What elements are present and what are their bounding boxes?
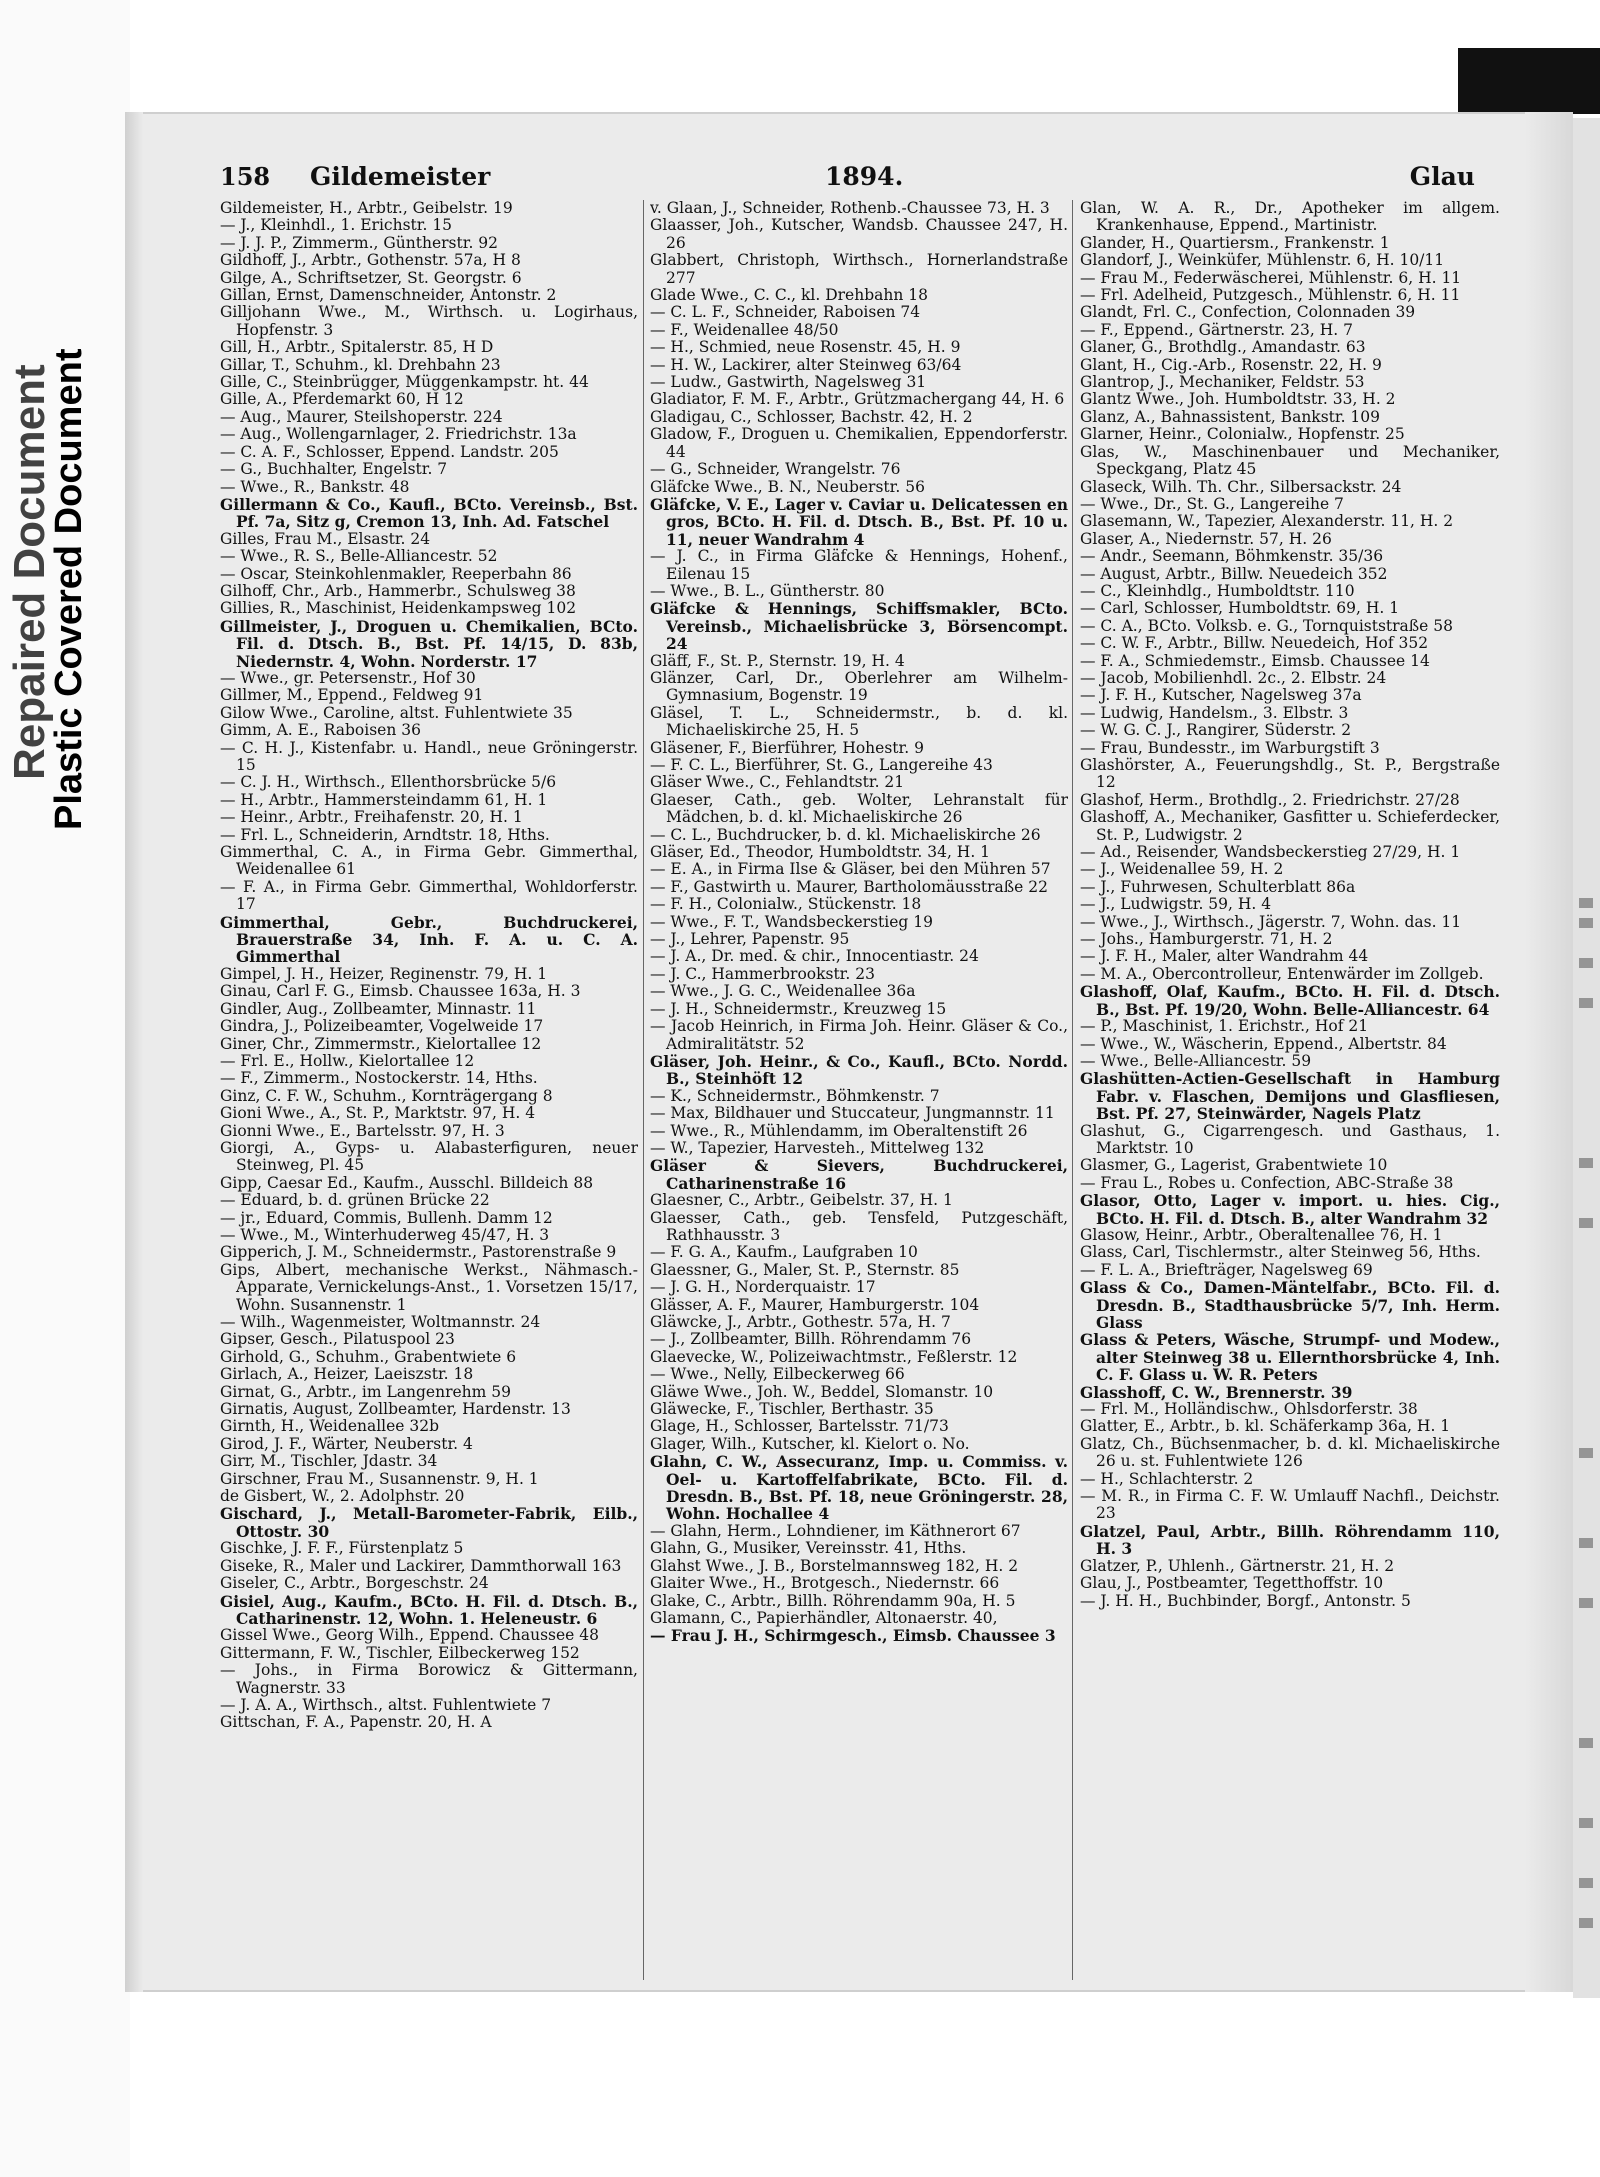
- facing-page-text-fragment: [1579, 1818, 1593, 1828]
- directory-entry: — F. L. A., Briefträger, Nagelsweg 69: [1080, 1260, 1373, 1279]
- directory-entry: Gillies, R., Maschinist, Heidenkampsweg 102: [220, 599, 577, 618]
- directory-entry: Giner, Chr., Zimmermstr., Kielortallee 12: [220, 1034, 542, 1053]
- facing-page-edge: [1573, 118, 1600, 1998]
- directory-entry: — Wwe., B. L., Güntherstr. 80: [650, 581, 885, 600]
- directory-entry: — Carl, Schlosser, Humboldtstr. 69, H. 1: [1080, 599, 1400, 618]
- directory-entry: — F., Gastwirth u. Maurer, Bartholomäusstraße 22: [650, 877, 1048, 896]
- directory-entry: — Aug., Maurer, Steilshoperstr. 224: [220, 407, 503, 426]
- directory-entry: — Wwe., J. G. C., Weidenallee 36a: [650, 982, 916, 1001]
- plastic-covered-document-label: Plastic Covered Document: [48, 348, 90, 830]
- column-divider: [643, 200, 644, 1980]
- directory-entry: Glas, W., Maschinenbauer und Mechaniker, Speckgang, Platz 45: [1080, 442, 1500, 479]
- directory-entry: — J. H., Schneidermstr., Kreuzweg 15: [650, 999, 947, 1018]
- directory-entry: Girnth, H., Weidenallee 32b: [220, 1417, 440, 1436]
- page-header: [220, 162, 1475, 192]
- directory-entry: — J., Kleinhdl., 1. Erichstr. 15: [220, 216, 453, 235]
- directory-entry: — F., Eppend., Gärtnerstr. 23, H. 7: [1080, 320, 1353, 339]
- directory-entry: — C. L. F., Schneider, Raboisen 74: [650, 303, 921, 322]
- facing-page-text-fragment: [1579, 898, 1593, 908]
- directory-entry: — M. A., Obercontrolleur, Entenwärder im Zollgeb.: [1080, 964, 1484, 983]
- directory-entry: — H., Schmied, neue Rosenstr. 45, H. 9: [650, 338, 961, 357]
- directory-entry: — Wwe., Nelly, Eilbeckerweg 66: [650, 1365, 905, 1384]
- directory-column-left: [220, 200, 638, 1980]
- directory-entry: Glaevecke, W., Polizeiwachtmstr., Feßlerstr. 12: [650, 1347, 1018, 1366]
- directory-entry: Glashütten-Actien-Gesellschaft in Hamburg Fabr. v. Flaschen, Demijons und Glasfliesen, Bst. Pf. 27, Steinwärder, Nagels Platz: [1080, 1069, 1500, 1124]
- directory-entry: Glaessner, G., Maler, St. P., Sternstr. 85: [650, 1260, 960, 1279]
- facing-page-text-fragment: [1579, 998, 1593, 1008]
- directory-entry: Glager, Wilh., Kutscher, kl. Kielort o. No.: [650, 1434, 970, 1453]
- directory-entry: — C. A. F., Schlosser, Eppend. Landstr. 205: [220, 442, 559, 461]
- directory-entry: Gilge, A., Schriftsetzer, St. Georgstr. 6: [220, 268, 522, 287]
- directory-entry: Gillmeister, J., Droguen u. Chemikalien, BCto. Fil. d. Dtsch. B., Bst. Pf. 14/15, D. 83b, Niedernstr. 4, Wohn. Norderstr. 17: [220, 616, 638, 671]
- directory-entry: Ginau, Carl F. G., Eimsb. Chaussee 163a, H. 3: [220, 982, 581, 1001]
- directory-entry: — W., Tapezier, Harvesteh., Mittelweg 132: [650, 1138, 985, 1157]
- directory-entry: Gioni Wwe., A., St. P., Marktstr. 97, H. 4: [220, 1104, 536, 1123]
- directory-entry: — G., Schneider, Wrangelstr. 76: [650, 460, 901, 479]
- directory-entry: Glashut, G., Cigarrengesch. und Gasthaus, 1. Marktstr. 10: [1080, 1121, 1500, 1157]
- directory-entry: Ginz, C. F. W., Schuhm., Kornträgergang 8: [220, 1086, 553, 1105]
- directory-entry: Glantrop, J., Mechaniker, Feldstr. 53: [1080, 373, 1365, 392]
- directory-entry: Gladigau, C., Schlosser, Bachstr. 42, H. 2: [650, 407, 973, 426]
- directory-entry: Girschner, Frau M., Susannenstr. 9, H. 1: [220, 1469, 539, 1488]
- directory-entry: — M. R., in Firma C. F. W. Umlauff Nachfl., Deichstr. 23: [1080, 1487, 1500, 1523]
- directory-entry: — Glahn, Herm., Lohndiener, im Käthnerort 67: [650, 1521, 1021, 1540]
- directory-entry: Glatz, Ch., Büchsenmacher, b. d. kl. Michaeliskirche 26 u. st. Fuhlentwiete 126: [1080, 1434, 1500, 1471]
- directory-entry: — Frl. M., Holländischw., Ohlsdorferstr. 38: [1080, 1400, 1418, 1419]
- directory-entry: — J. J. P., Zimmerm., Güntherstr. 92: [220, 233, 499, 252]
- directory-entry: Glasemann, W., Tapezier, Alexanderstr. 11, H. 2: [1080, 512, 1454, 531]
- facing-page-text-fragment: [1579, 1158, 1593, 1168]
- directory-entry: v. Glaan, J., Schneider, Rothenb.-Chaussee 73, H. 3: [650, 200, 1050, 217]
- directory-entry: — C., Kleinhdlg., Humboldtstr. 110: [1080, 581, 1355, 600]
- directory-entry: — J., Weidenallee 59, H. 2: [1080, 860, 1284, 879]
- directory-entry: Gläwe Wwe., Joh. W., Beddel, Slomanstr. 10: [650, 1382, 994, 1401]
- directory-entry: Gläser & Sievers, Buchdruckerei, Catharinenstraße 16: [650, 1156, 1068, 1193]
- directory-entry: Gittermann, F. W., Tischler, Eilbeckerweg 152: [220, 1643, 580, 1662]
- directory-entry: — F. A., Schmiedemstr., Eimsb. Chaussee 14: [1080, 651, 1430, 670]
- directory-entry: Gipser, Gesch., Pilatuspool 23: [220, 1330, 455, 1349]
- directory-entry: Gläwecke, F., Tischler, Berthastr. 35: [650, 1400, 934, 1419]
- directory-entry: Gillermann & Co., Kaufl., BCto. Vereinsb., Bst. Pf. 7a, Sitz g, Cremon 13, Inh. Ad. Fatschel: [220, 494, 638, 532]
- directory-entry: Gläser Wwe., C., Fehlandtstr. 21: [650, 773, 905, 792]
- directory-entry: Gillmer, M., Eppend., Feldweg 91: [220, 686, 484, 705]
- facing-page-text-fragment: [1579, 1448, 1593, 1458]
- directory-entry: — Ad., Reisender, Wandsbeckerstieg 27/29, H. 1: [1080, 843, 1461, 862]
- directory-entry: Gläfcke, V. E., Lager v. Caviar u. Delicatessen en gros, BCto. H. Fil. d. Dtsch. B., Bst. Pf. 10 u. 11, neuer Wandrahm 4: [650, 494, 1068, 549]
- directory-entry: — J., Zollbeamter, Billh. Röhrendamm 76: [650, 1330, 972, 1349]
- directory-entry: Glashoff, A., Mechaniker, Gasfitter u. Schieferdecker, St. P., Ludwigstr. 2: [1080, 808, 1500, 844]
- directory-entry: Glaesner, C., Arbtr., Geibelstr. 37, H. 1: [650, 1191, 953, 1210]
- directory-entry: Gläwcke, J., Arbtr., Gothestr. 57a, H. 7: [650, 1313, 951, 1331]
- facing-page-text-fragment: [1579, 1218, 1593, 1228]
- directory-entry: Gilljohann Wwe., M., Wirthsch. u. Logirhaus, Hopfenstr. 3: [220, 303, 638, 339]
- page-binding-edge: [125, 112, 143, 1992]
- directory-entry: — C. A., BCto. Volksb. e. G., Tornquiststraße 58: [1080, 616, 1453, 635]
- directory-column-middle: [650, 200, 1068, 1980]
- directory-entry: — J. C., in Firma Gläfcke & Hennings, Hohenf., Eilenau 15: [650, 547, 1068, 583]
- directory-entry: — J., Ludwigstr. 59, H. 4: [1080, 895, 1272, 914]
- directory-entry: Gläser, Joh. Heinr., & Co., Kaufl., BCto. Nordd. B., Steinhöft 12: [650, 1051, 1068, 1089]
- directory-entry: Gille, C., Steinbrügger, Müggenkampstr. ht. 44: [220, 373, 589, 392]
- directory-entry: — F., Zimmerm., Nostockerstr. 14, Hths.: [220, 1069, 538, 1088]
- directory-entry: Glasow, Heinr., Arbtr., Oberaltenallee 76, H. 1: [1080, 1225, 1443, 1244]
- directory-entry: — Wwe., R., Mühlendamm, im Oberaltenstift 26: [650, 1121, 1028, 1140]
- directory-entry: Gill, H., Arbtr., Spitalerstr. 85, H D: [220, 338, 494, 357]
- directory-entry: — Aug., Wollengarnlager, 2. Friedrichstr. 13a: [220, 425, 577, 444]
- directory-entry: — Ludw., Gastwirth, Nagelsweg 31: [650, 373, 927, 392]
- directory-entry: — P., Maschinist, 1. Erichstr., Hof 21: [1080, 1017, 1369, 1036]
- directory-entry: — F. G. A., Kaufm., Laufgraben 10: [650, 1243, 918, 1262]
- directory-entry: — J. G. H., Norderquaistr. 17: [650, 1278, 876, 1297]
- directory-entry: Glatter, E., Arbtr., b. kl. Schäferkamp 36a, H. 1: [1080, 1417, 1451, 1436]
- directory-entry: Glaasser, Joh., Kutscher, Wandsb. Chaussee 247, H. 26: [650, 216, 1068, 252]
- directory-entry: Gilow Wwe., Caroline, altst. Fuhlentwiete 35: [220, 703, 573, 722]
- directory-entry: — Oscar, Steinkohlenmakler, Reeperbahn 86: [220, 564, 572, 583]
- directory-entry: — K., Schneidermstr., Böhmkenstr. 7: [650, 1086, 940, 1105]
- directory-entry: Glahst Wwe., J. B., Borstelmannsweg 182, H. 2: [650, 1556, 1019, 1575]
- directory-entry: Glasmer, G., Lagerist, Grabentwiete 10: [1080, 1156, 1388, 1175]
- directory-entry: Gladiator, F. M. F., Arbtr., Grützmachergang 44, H. 6: [650, 390, 1065, 409]
- directory-entry: Glau, J., Postbeamter, Tegetthoffstr. 10: [1080, 1574, 1384, 1593]
- directory-entry: Girnat, G., Arbtr., im Langenrehm 59: [220, 1382, 511, 1401]
- repaired-document-label: Repaired Document: [5, 364, 54, 780]
- directory-entry: — Johs., Hamburgerstr. 71, H. 2: [1080, 930, 1333, 949]
- directory-entry: — Andr., Seemann, Böhmkenstr. 35/36: [1080, 547, 1384, 566]
- page-gutter-shadow: [1525, 112, 1573, 1992]
- directory-entry: Glahn, G., Musiker, Vereinsstr. 41, Hths.: [650, 1539, 967, 1558]
- directory-entry: Glanz, A., Bahnassistent, Bankstr. 109: [1080, 407, 1381, 426]
- directory-entry: — Ludwig, Handelsm., 3. Elbstr. 3: [1080, 703, 1349, 722]
- directory-entry: Gindler, Aug., Zollbeamter, Minnastr. 11: [220, 999, 537, 1018]
- directory-entry: — Heinr., Arbtr., Freihafenstr. 20, H. 1: [220, 808, 523, 827]
- directory-entry: Gionni Wwe., E., Bartelsstr. 97, H. 3: [220, 1121, 505, 1140]
- directory-entry: Glatzel, Paul, Arbtr., Billh. Röhrendamm 110, H. 3: [1080, 1521, 1500, 1559]
- directory-entry: Gimm, A. E., Raboisen 36: [220, 721, 421, 740]
- directory-entry: — J. C., Hammerbrookstr. 23: [650, 964, 875, 983]
- directory-entry: — Jacob Heinrich, in Firma Joh. Heinr. Gläser & Co., Admiralitätstr. 52: [650, 1017, 1068, 1053]
- left-margin-strip: [0, 0, 130, 2177]
- directory-entry: Glashörster, A., Feuerungshdlg., St. P., Bergstraße 12: [1080, 756, 1500, 792]
- directory-entry: Glaner, G., Brothdlg., Amandastr. 63: [1080, 338, 1366, 357]
- directory-entry: Glatzer, P., Uhlenh., Gärtnerstr. 21, H. 2: [1080, 1556, 1395, 1575]
- directory-entry: Glant, H., Cig.-Arb., Rosenstr. 22, H. 9: [1080, 355, 1382, 374]
- directory-entry: Gläser, Ed., Theodor, Humboldtstr. 34, H. 1: [650, 843, 991, 862]
- directory-entry: Gläff, F., St. P., Sternstr. 19, H. 4: [650, 651, 905, 670]
- directory-entry: Glass & Co., Damen-Mäntelfabr., BCto. Fil. d. Dresdn. B., Stadthausbrücke 5/7, Inh. Herm. Glass: [1080, 1278, 1500, 1332]
- directory-entry: Gischard, J., Metall-Barometer-Fabrik, Eilb., Ottostr. 30: [220, 1504, 638, 1541]
- directory-entry: Gischke, J. F. F., Fürstenplatz 5: [220, 1539, 464, 1558]
- directory-entry: — Frl. Adelheid, Putzgesch., Mühlenstr. 6, H. 11: [1080, 286, 1461, 305]
- directory-entry: — E. A., in Firma Ilse & Gläser, bei den Mühren 57: [650, 860, 1051, 879]
- directory-entry: — Wwe., Dr., St. G., Langereihe 7: [1080, 494, 1344, 513]
- directory-entry: — Max, Bildhauer und Stuccateur, Jungmannstr. 11: [650, 1104, 1055, 1123]
- directory-entry: Gissel Wwe., Georg Wilh., Eppend. Chaussee 48: [220, 1626, 600, 1645]
- directory-entry: Giseler, C., Arbtr., Borgeschstr. 24: [220, 1574, 489, 1593]
- directory-entry: Gindra, J., Polizeibeamter, Vogelweide 17: [220, 1017, 544, 1036]
- directory-entry: — C. H. J., Kistenfabr. u. Handl., neue Gröningerstr. 15: [220, 738, 638, 774]
- facing-page-text-fragment: [1579, 1878, 1593, 1888]
- directory-entry: Glänzer, Carl, Dr., Oberlehrer am Wilhelm-Gymnasium, Bogenstr. 19: [650, 668, 1068, 705]
- directory-entry: — Wwe., W., Wäscherin, Eppend., Albertstr. 84: [1080, 1034, 1447, 1053]
- directory-entry: Girr, M., Tischler, Jdastr. 34: [220, 1452, 438, 1471]
- directory-entry: Gildemeister, H., Arbtr., Geibelstr. 19: [220, 200, 513, 217]
- directory-entry: Glass, Carl, Tischlermstr., alter Steinweg 56, Hths.: [1080, 1243, 1481, 1262]
- header-year: 1894.: [825, 162, 904, 191]
- directory-entry: — Wwe., M., Winterhuderweg 45/47, H. 3: [220, 1225, 550, 1244]
- directory-entry: — J., Lehrer, Papenstr. 95: [650, 930, 850, 949]
- directory-entry: Gillar, T., Schuhm., kl. Drehbahn 23: [220, 355, 501, 374]
- directory-entry: Glabbert, Christoph, Wirthsch., Hornerlandstraße 277: [650, 251, 1068, 287]
- directory-entry: Giorgi, A., Gyps- u. Alabasterfiguren, neuer Steinweg, Pl. 45: [220, 1138, 638, 1175]
- directory-entry: Gillan, Ernst, Damenschneider, Antonstr. 2: [220, 286, 557, 305]
- directory-entry: — C. L., Buchdrucker, b. d. kl. Michaeliskirche 26: [650, 825, 1041, 844]
- directory-entry: — Wwe., Belle-Alliancestr. 59: [1080, 1051, 1312, 1070]
- column-divider: [1072, 200, 1073, 1980]
- directory-entry: — Frau J. H., Schirmgesch., Eimsb. Chaussee 3: [650, 1626, 1056, 1646]
- directory-entry: Glaeser, Cath., geb. Wolter, Lehranstalt für Mädchen, b. d. kl. Michaeliskirche 26: [650, 790, 1068, 827]
- directory-entry: — J. F. H., Kutscher, Nagelsweg 37a: [1080, 686, 1362, 705]
- directory-entry: Gilles, Frau M., Elsastr. 24: [220, 529, 431, 548]
- directory-entry: Gläfcke Wwe., B. N., Neuberstr. 56: [650, 477, 925, 496]
- directory-entry: Glaser, A., Niedernstr. 57, H. 26: [1080, 529, 1332, 548]
- facing-page-text-fragment: [1579, 958, 1593, 968]
- directory-entry: Gläfcke & Hennings, Schiffsmakler, BCto. Vereinsb., Michaelisbrücke 3, Börsencompt. 24: [650, 599, 1068, 654]
- directory-entry: Gimmerthal, C. A., in Firma Gebr. Gimmerthal, Weidenallee 61: [220, 843, 638, 879]
- directory-entry: Gilhoff, Chr., Arb., Hammerbr., Schulsweg 38: [220, 581, 576, 600]
- directory-entry: — Wwe., F. T., Wandsbeckerstieg 19: [650, 912, 933, 931]
- directory-entry: Glashoff, Olaf, Kaufm., BCto. H. Fil. d. Dtsch. B., Bst. Pf. 19/20, Wohn. Belle-Alliancestr. 64: [1080, 982, 1500, 1019]
- directory-entry: Glaiter Wwe., H., Brotgesch., Niedernstr. 66: [650, 1574, 1000, 1593]
- directory-entry: Girhold, G., Schuhm., Grabentwiete 6: [220, 1347, 517, 1366]
- directory-entry: Glarner, Heinr., Colonialw., Hopfenstr. 25: [1080, 425, 1405, 444]
- directory-entry: Gips, Albert, mechanische Werkst., Nähmasch.-Apparate, Vernickelungs-Anst., 1. Vorsetzen 15/17, Wohn. Susannenstr. 1: [220, 1260, 638, 1314]
- directory-entry: — Wwe., R. S., Belle-Alliancestr. 52: [220, 547, 498, 566]
- directory-entry: Glahn, C. W., Assecuranz, Imp. u. Commiss. v. Oel- u. Kartoffelfabrikate, BCto. Fil. d. Dresdn. B., Bst. Pf. 18, neue Gröningerstr. 28, Wohn. Hochallee 4: [650, 1452, 1068, 1524]
- directory-entry: — G., Buchhalter, Engelstr. 7: [220, 460, 448, 479]
- directory-entry: — August, Arbtr., Billw. Neuedeich 352: [1080, 564, 1388, 583]
- directory-entry: Gildhoff, J., Arbtr., Gothenstr. 57a, H 8: [220, 251, 521, 270]
- directory-entry: Glashof, Herm., Brothdlg., 2. Friedrichstr. 27/28: [1080, 790, 1460, 809]
- facing-page-text-fragment: [1579, 1738, 1593, 1748]
- directory-entry: — J. H. H., Buchbinder, Borgf., Antonstr. 5: [1080, 1591, 1411, 1610]
- header-first-entry: Gildemeister: [310, 162, 491, 191]
- directory-entry: — F. C. L., Bierführer, St. G., Langereihe 43: [650, 756, 993, 774]
- directory-entry: Gille, A., Pferdemarkt 60, H 12: [220, 390, 464, 409]
- directory-entry: — H. W., Lackirer, alter Steinweg 63/64: [650, 355, 962, 374]
- directory-entry: — C. W. F., Arbtr., Billw. Neuedeich, Hof 352: [1080, 634, 1429, 653]
- directory-entry: Gipp, Caesar Ed., Kaufm., Ausschl. Billdeich 88: [220, 1173, 594, 1192]
- directory-entry: Glasshoff, C. W., Brennerstr. 39: [1080, 1382, 1353, 1402]
- directory-entry: — Wwe., R., Bankstr. 48: [220, 477, 410, 496]
- directory-entry: — jr., Eduard, Commis, Bullenh. Damm 12: [220, 1208, 553, 1227]
- directory-entry: — C. J. H., Wirthsch., Ellenthorsbrücke 5/6: [220, 773, 557, 792]
- directory-page: [125, 112, 1573, 1992]
- directory-entry: — F. A., in Firma Gebr. Gimmerthal, Wohldorferstr. 17: [220, 877, 638, 914]
- facing-page-text-fragment: [1579, 1538, 1593, 1548]
- directory-entry: — Johs., in Firma Borowicz & Gittermann, Wagnerstr. 33: [220, 1661, 638, 1697]
- directory-entry: Glasor, Otto, Lager v. import. u. hies. Cig., BCto. H. Fil. d. Dtsch. B., alter Wandrahm 32: [1080, 1191, 1500, 1228]
- directory-entry: — Wwe., gr. Petersenstr., Hof 30: [220, 668, 476, 687]
- directory-entry: Glaseck, Wilh. Th. Chr., Silbersackstr. 24: [1080, 477, 1402, 496]
- facing-page-text-fragment: [1579, 1598, 1593, 1608]
- scan-edge-block: [1458, 48, 1600, 114]
- directory-entry: — F. H., Colonialw., Stückenstr. 18: [650, 895, 922, 914]
- directory-entry: Glandorf, J., Weinküfer, Mühlenstr. 6, H. 10/11: [1080, 251, 1445, 270]
- facing-page-text-fragment: [1579, 918, 1593, 928]
- facing-page-text-fragment: [1579, 1918, 1593, 1928]
- directory-entry: Girnatis, August, Zollbeamter, Hardenstr. 13: [220, 1400, 571, 1419]
- directory-entry: — W. G. C. J., Rangirer, Süderstr. 2: [1080, 721, 1352, 740]
- directory-entry: Glässer, A. F., Maurer, Hamburgerstr. 104: [650, 1295, 980, 1314]
- directory-entry: — J. A., Dr. med. & chir., Innocentiastr. 24: [650, 947, 979, 966]
- directory-column-right: [1080, 200, 1500, 1980]
- directory-entry: — J., Fuhrwesen, Schulterblatt 86a: [1080, 877, 1356, 896]
- directory-entry: Giseke, R., Maler und Lackirer, Dammthorwall 163: [220, 1556, 622, 1575]
- directory-entry: — H., Schlachterstr. 2: [1080, 1469, 1254, 1488]
- directory-entry: — Frau, Bundesstr., im Warburgstift 3: [1080, 738, 1380, 757]
- directory-entry: Gipperich, J. M., Schneidermstr., Pastorenstraße 9: [220, 1243, 617, 1262]
- directory-entry: de Gisbert, W., 2. Adolphstr. 20: [220, 1487, 465, 1506]
- directory-entry: — Eduard, b. d. grünen Brücke 22: [220, 1191, 490, 1210]
- directory-entry: — Jacob, Mobilienhdl. 2c., 2. Elbstr. 24: [1080, 668, 1387, 687]
- directory-entry: — Wilh., Wagenmeister, Woltmannstr. 24: [220, 1313, 541, 1331]
- page-number: 158: [220, 162, 271, 191]
- directory-entry: Glamann, C., Papierhändler, Altonaerstr. 40,: [650, 1608, 998, 1627]
- directory-entry: Gimmerthal, Gebr., Buchdruckerei, Brauerstraße 34, Inh. F. A. u. C. A. Gimmerthal: [220, 912, 638, 967]
- directory-entry: Gimpel, J. H., Heizer, Reginenstr. 79, H. 1: [220, 964, 548, 983]
- directory-entry: Glade Wwe., C. C., kl. Drehbahn 18: [650, 286, 928, 305]
- directory-entry: — Wwe., J., Wirthsch., Jägerstr. 7, Wohn. das. 11: [1080, 912, 1462, 931]
- header-last-entry: Glau: [1409, 162, 1475, 191]
- directory-entry: Glan, W. A. R., Dr., Apotheker im allgem. Krankenhause, Eppend., Martinistr.: [1080, 200, 1500, 235]
- directory-entry: — Frl. L., Schneiderin, Arndtstr. 18, Hths.: [220, 825, 550, 844]
- directory-entry: Glander, H., Quartiersm., Frankenstr. 1: [1080, 233, 1390, 252]
- directory-entry: Gläsener, F., Bierführer, Hohestr. 9: [650, 738, 924, 757]
- directory-entry: — J. A. A., Wirthsch., altst. Fuhlentwiete 7: [220, 1695, 552, 1714]
- directory-entry: — H., Arbtr., Hammersteindamm 61, H. 1: [220, 790, 548, 809]
- directory-entry: Gisiel, Aug., Kaufm., BCto. H. Fil. d. Dtsch. B., Catharinenstr. 12, Wohn. 1. Heleneustr. 6: [220, 1591, 638, 1628]
- directory-entry: Gladow, F., Droguen u. Chemikalien, Eppendorferstr. 44: [650, 425, 1068, 461]
- directory-entry: Glaesser, Cath., geb. Tensfeld, Putzgeschäft, Rathhausstr. 3: [650, 1208, 1068, 1244]
- directory-entry: Girlach, A., Heizer, Laeiszstr. 18: [220, 1365, 474, 1384]
- directory-entry: — Frau L., Robes u. Confection, ABC-Straße 38: [1080, 1173, 1454, 1192]
- directory-entry: — Frl. E., Hollw., Kielortallee 12: [220, 1051, 475, 1070]
- directory-entry: Glake, C., Arbtr., Billh. Röhrendamm 90a, H. 5: [650, 1591, 1016, 1610]
- directory-entry: — J. F. H., Maler, alter Wandrahm 44: [1080, 947, 1369, 966]
- directory-entry: Glandt, Frl. C., Confection, Colonnaden 39: [1080, 303, 1416, 322]
- directory-entry: Gläsel, T. L., Schneidermstr., b. d. kl. Michaeliskirche 25, H. 5: [650, 703, 1068, 740]
- directory-entry: — Frau M., Federwäscherei, Mühlenstr. 6, H. 11: [1080, 268, 1462, 287]
- directory-entry: Girod, J. F., Wärter, Neuberstr. 4: [220, 1434, 473, 1453]
- directory-entry: Glass & Peters, Wäsche, Strumpf- und Modew., alter Steinweg 38 u. Ellernthorsbrücke 4, Inh. C. F. Glass u. W. R. Peters: [1080, 1330, 1500, 1385]
- directory-entry: Gittschan, F. A., Papenstr. 20, H. A: [220, 1713, 492, 1732]
- directory-entry: Glantz Wwe., Joh. Humboldtstr. 33, H. 2: [1080, 390, 1396, 409]
- directory-entry: — F., Weidenallee 48/50: [650, 320, 839, 339]
- directory-entry: Glage, H., Schlosser, Bartelsstr. 71/73: [650, 1417, 949, 1436]
